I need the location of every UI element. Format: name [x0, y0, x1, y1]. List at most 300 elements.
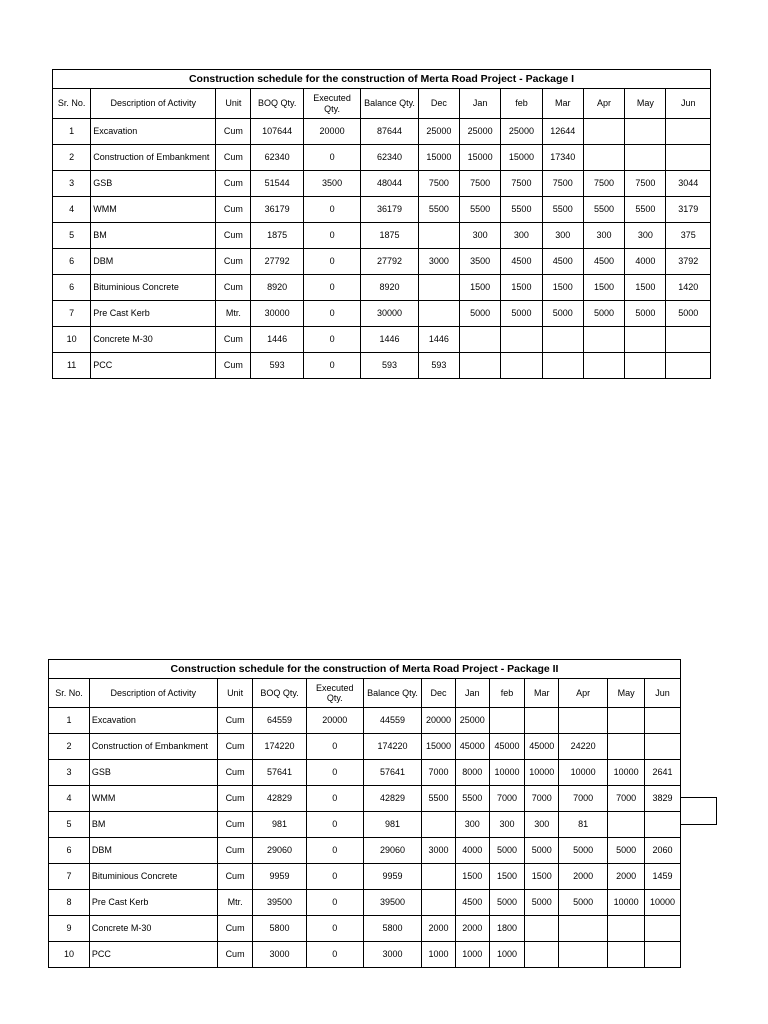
- table-cell: 57641: [253, 760, 306, 786]
- table-cell: 6: [53, 249, 91, 275]
- table-cell: Cum: [216, 145, 251, 171]
- col-header: Dec: [418, 89, 459, 119]
- table-row: [53, 145, 711, 171]
- table-cell: 4: [49, 786, 90, 812]
- activity-cell: Pre Cast Kerb: [89, 890, 217, 916]
- table-cell: 5000: [666, 301, 711, 327]
- table-cell: 4500: [542, 249, 583, 275]
- table-cell: 1000: [422, 942, 456, 968]
- table-cell: 1500: [625, 275, 666, 301]
- table-cell: 1000: [455, 942, 489, 968]
- table-row: [53, 171, 711, 197]
- table-row: [53, 353, 711, 379]
- table-row: [53, 223, 711, 249]
- table-cell: 0: [306, 838, 363, 864]
- table-cell: Cum: [216, 197, 251, 223]
- col-header: Description of Activity: [91, 89, 216, 119]
- table-cell: 0: [303, 223, 360, 249]
- table-cell: 62340: [361, 145, 418, 171]
- table-cell: 2000: [559, 864, 608, 890]
- table-cell: 4000: [625, 249, 666, 275]
- table-cell: 87644: [361, 119, 418, 145]
- table-cell: [608, 812, 645, 838]
- table-cell: 5000: [559, 838, 608, 864]
- table-cell: 9959: [363, 864, 421, 890]
- table-cell: Cum: [217, 916, 253, 942]
- col-header: May: [625, 89, 666, 119]
- table-cell: [644, 734, 680, 760]
- table-cell: 62340: [251, 145, 303, 171]
- table-cell: 375: [666, 223, 711, 249]
- table-cell: 30000: [251, 301, 303, 327]
- table-cell: 3000: [422, 838, 456, 864]
- table-cell: 5000: [542, 301, 583, 327]
- table-cell: 45000: [455, 734, 489, 760]
- table-cell: 48044: [361, 171, 418, 197]
- table-cell: 1500: [455, 864, 489, 890]
- activity-cell: Excavation: [91, 119, 216, 145]
- table-cell: Cum: [216, 119, 251, 145]
- table-cell: 0: [306, 890, 363, 916]
- table-cell: 15000: [422, 734, 456, 760]
- activity-cell: WMM: [91, 197, 216, 223]
- activity-cell: WMM: [89, 786, 217, 812]
- table-cell: 5: [49, 812, 90, 838]
- table-cell: 12644: [542, 119, 583, 145]
- table-cell: 20000: [303, 119, 360, 145]
- table-cell: 0: [303, 301, 360, 327]
- table-cell: 1500: [501, 275, 542, 301]
- table-cell: 1875: [361, 223, 418, 249]
- table-cell: Cum: [217, 760, 253, 786]
- table-cell: [666, 119, 711, 145]
- col-header: Apr: [583, 89, 624, 119]
- table-cell: 10000: [608, 760, 645, 786]
- table-cell: [644, 916, 680, 942]
- table-row: [49, 890, 681, 916]
- table-cell: 8000: [455, 760, 489, 786]
- table-cell: 1500: [460, 275, 501, 301]
- activity-cell: DBM: [91, 249, 216, 275]
- table-cell: 300: [489, 812, 525, 838]
- table-cell: [625, 119, 666, 145]
- table-cell: 64559: [253, 708, 306, 734]
- table-cell: 5500: [460, 197, 501, 223]
- table-cell: 3829: [644, 786, 680, 812]
- table-cell: Mtr.: [216, 301, 251, 327]
- table-cell: 1500: [489, 864, 525, 890]
- table-cell: [583, 145, 624, 171]
- table-row: [49, 838, 681, 864]
- table-cell: [583, 119, 624, 145]
- table-cell: 5800: [253, 916, 306, 942]
- table-cell: 10: [53, 327, 91, 353]
- table-cell: [559, 708, 608, 734]
- table-cell: 7500: [460, 171, 501, 197]
- table-cell: 1800: [489, 916, 525, 942]
- table-cell: [542, 327, 583, 353]
- table-cell: 15000: [501, 145, 542, 171]
- col-header: Unit: [217, 679, 253, 708]
- col-header: Executed Qty.: [306, 679, 363, 708]
- col-header: Mar: [525, 679, 559, 708]
- table-cell: 15000: [460, 145, 501, 171]
- col-header: Jun: [666, 89, 711, 119]
- table-cell: 25000: [455, 708, 489, 734]
- table-cell: [460, 327, 501, 353]
- activity-cell: GSB: [91, 171, 216, 197]
- table-cell: 36179: [361, 197, 418, 223]
- table-cell: 5000: [525, 890, 559, 916]
- table-cell: 1500: [583, 275, 624, 301]
- table-cell: 2000: [455, 916, 489, 942]
- table-cell: 27792: [251, 249, 303, 275]
- table-cell: 5000: [501, 301, 542, 327]
- table-cell: Cum: [216, 171, 251, 197]
- table-cell: Cum: [217, 864, 253, 890]
- table-cell: 5000: [489, 890, 525, 916]
- cell-border-fragment: [681, 797, 717, 825]
- table-row: [53, 327, 711, 353]
- table-cell: 300: [455, 812, 489, 838]
- table-cell: 8920: [251, 275, 303, 301]
- table-row: [53, 249, 711, 275]
- table-cell: 39500: [253, 890, 306, 916]
- table-cell: 5000: [608, 838, 645, 864]
- table-cell: [625, 353, 666, 379]
- table-cell: [608, 708, 645, 734]
- table-cell: 7000: [608, 786, 645, 812]
- table-cell: 5500: [501, 197, 542, 223]
- table-cell: 2000: [422, 916, 456, 942]
- table-cell: [422, 812, 456, 838]
- table-cell: 17340: [542, 145, 583, 171]
- table-cell: [644, 708, 680, 734]
- table-cell: 5: [53, 223, 91, 249]
- table-cell: 5800: [363, 916, 421, 942]
- table-cell: 10000: [559, 760, 608, 786]
- col-header: Jan: [455, 679, 489, 708]
- table-cell: 1: [49, 708, 90, 734]
- table-cell: 300: [525, 812, 559, 838]
- table-cell: 25000: [460, 119, 501, 145]
- table-cell: [608, 734, 645, 760]
- table-cell: 593: [361, 353, 418, 379]
- table-cell: [418, 301, 459, 327]
- table-cell: 300: [625, 223, 666, 249]
- table-cell: 1875: [251, 223, 303, 249]
- col-header: May: [608, 679, 645, 708]
- table-cell: [489, 708, 525, 734]
- table-cell: [542, 353, 583, 379]
- table-cell: 7500: [501, 171, 542, 197]
- table-row: [49, 760, 681, 786]
- table-cell: 7500: [418, 171, 459, 197]
- table-cell: 10000: [489, 760, 525, 786]
- header-row: [49, 679, 681, 708]
- table-cell: 7: [53, 301, 91, 327]
- table-cell: 7000: [559, 786, 608, 812]
- table-cell: 0: [303, 327, 360, 353]
- activity-cell: BM: [91, 223, 216, 249]
- table-cell: 0: [303, 197, 360, 223]
- table-cell: 5000: [489, 838, 525, 864]
- col-header: Description of Activity: [89, 679, 217, 708]
- table-cell: 6: [49, 838, 90, 864]
- table-cell: 1500: [542, 275, 583, 301]
- col-header: feb: [489, 679, 525, 708]
- table-cell: 42829: [363, 786, 421, 812]
- table-row: [53, 301, 711, 327]
- table-cell: 5500: [418, 197, 459, 223]
- col-header: feb: [501, 89, 542, 119]
- table-cell: 4500: [455, 890, 489, 916]
- header-row: [53, 89, 711, 119]
- table-cell: 51544: [251, 171, 303, 197]
- activity-cell: Concrete M-30: [91, 327, 216, 353]
- col-header: BOQ Qty.: [251, 89, 303, 119]
- activity-cell: Bituminious Concrete: [89, 864, 217, 890]
- table-cell: Mtr.: [217, 890, 253, 916]
- table-cell: 2000: [608, 864, 645, 890]
- table-cell: [666, 145, 711, 171]
- table-cell: 42829: [253, 786, 306, 812]
- schedule-table-package-2: [48, 659, 681, 968]
- table-cell: [666, 353, 711, 379]
- table-cell: 593: [418, 353, 459, 379]
- table-title: Construction schedule for the construction of Merta Road Project - Package I: [53, 70, 711, 89]
- table-cell: 25000: [418, 119, 459, 145]
- table-cell: 5000: [525, 838, 559, 864]
- table-cell: 0: [303, 275, 360, 301]
- table-cell: [525, 916, 559, 942]
- col-header: Balance Qty.: [361, 89, 418, 119]
- col-header: Sr. No.: [49, 679, 90, 708]
- table-cell: 30000: [361, 301, 418, 327]
- table-cell: 10000: [644, 890, 680, 916]
- table-cell: 107644: [251, 119, 303, 145]
- table-cell: 1000: [489, 942, 525, 968]
- activity-cell: DBM: [89, 838, 217, 864]
- table-cell: 0: [306, 812, 363, 838]
- activity-cell: PCC: [91, 353, 216, 379]
- table-cell: 29060: [363, 838, 421, 864]
- table-cell: 81: [559, 812, 608, 838]
- table-cell: 44559: [363, 708, 421, 734]
- table-body: [53, 119, 711, 379]
- table-cell: [644, 812, 680, 838]
- table-cell: 2060: [644, 838, 680, 864]
- table-row: [49, 786, 681, 812]
- schedule-table-package-1: [52, 69, 711, 379]
- table-cell: 0: [306, 864, 363, 890]
- table-cell: 3500: [460, 249, 501, 275]
- table-cell: 0: [306, 760, 363, 786]
- table-cell: 300: [542, 223, 583, 249]
- table-cell: 174220: [253, 734, 306, 760]
- table-cell: 0: [303, 249, 360, 275]
- table-cell: 1459: [644, 864, 680, 890]
- activity-cell: Excavation: [89, 708, 217, 734]
- table-row: [53, 275, 711, 301]
- activity-cell: Concrete M-30: [89, 916, 217, 942]
- table-cell: 5500: [625, 197, 666, 223]
- table-cell: [625, 145, 666, 171]
- table-cell: Cum: [217, 942, 253, 968]
- col-header: Sr. No.: [53, 89, 91, 119]
- table-cell: 1: [53, 119, 91, 145]
- table-cell: 7500: [542, 171, 583, 197]
- table-cell: 24220: [559, 734, 608, 760]
- table-cell: 36179: [251, 197, 303, 223]
- activity-cell: Bituminious Concrete: [91, 275, 216, 301]
- table-cell: 3500: [303, 171, 360, 197]
- table-cell: 6: [53, 275, 91, 301]
- table-cell: [625, 327, 666, 353]
- table-cell: 300: [460, 223, 501, 249]
- table-cell: [422, 864, 456, 890]
- table-cell: 7000: [422, 760, 456, 786]
- table-cell: 1420: [666, 275, 711, 301]
- table-cell: [501, 353, 542, 379]
- table-cell: 10000: [608, 890, 645, 916]
- table-cell: Cum: [217, 786, 253, 812]
- table-cell: 5000: [460, 301, 501, 327]
- table-cell: 300: [501, 223, 542, 249]
- col-header: BOQ Qty.: [253, 679, 306, 708]
- table-cell: 0: [306, 786, 363, 812]
- col-header: Jun: [644, 679, 680, 708]
- col-header: Balance Qty.: [363, 679, 421, 708]
- table-cell: 5500: [422, 786, 456, 812]
- table-cell: Cum: [216, 249, 251, 275]
- table-cell: 57641: [363, 760, 421, 786]
- table-cell: 0: [306, 734, 363, 760]
- col-header: Dec: [422, 679, 456, 708]
- table-cell: [525, 708, 559, 734]
- table-cell: 0: [306, 942, 363, 968]
- table-cell: 3179: [666, 197, 711, 223]
- table-cell: 3000: [418, 249, 459, 275]
- table-cell: 1500: [525, 864, 559, 890]
- table-cell: 4500: [583, 249, 624, 275]
- table-cell: 0: [306, 916, 363, 942]
- table-cell: [583, 327, 624, 353]
- table-cell: 8920: [361, 275, 418, 301]
- table-title: Construction schedule for the construction of Merta Road Project - Package II: [49, 660, 681, 679]
- table-cell: Cum: [216, 223, 251, 249]
- table-cell: 20000: [422, 708, 456, 734]
- table-cell: [559, 942, 608, 968]
- table-cell: 4000: [455, 838, 489, 864]
- col-header: Apr: [559, 679, 608, 708]
- table-cell: 3000: [363, 942, 421, 968]
- table-row: [49, 812, 681, 838]
- activity-cell: BM: [89, 812, 217, 838]
- table-cell: 10: [49, 942, 90, 968]
- activity-cell: Construction of Embankment: [91, 145, 216, 171]
- table-row: [49, 708, 681, 734]
- table-cell: 25000: [501, 119, 542, 145]
- table-cell: Cum: [216, 353, 251, 379]
- table-cell: 3792: [666, 249, 711, 275]
- table-cell: [418, 275, 459, 301]
- table-cell: 3: [49, 760, 90, 786]
- table-body: [49, 708, 681, 968]
- activity-cell: GSB: [89, 760, 217, 786]
- activity-cell: PCC: [89, 942, 217, 968]
- table-cell: 2: [49, 734, 90, 760]
- table-cell: [608, 916, 645, 942]
- table-cell: 7500: [583, 171, 624, 197]
- table-cell: [644, 942, 680, 968]
- table-cell: 45000: [489, 734, 525, 760]
- table-cell: 4500: [501, 249, 542, 275]
- table-cell: Cum: [216, 327, 251, 353]
- table-cell: 8: [49, 890, 90, 916]
- table-cell: 0: [303, 353, 360, 379]
- table-cell: 3: [53, 171, 91, 197]
- table-cell: 981: [253, 812, 306, 838]
- col-header: Jan: [460, 89, 501, 119]
- table-row: [53, 197, 711, 223]
- table-cell: 5000: [583, 301, 624, 327]
- table-cell: 39500: [363, 890, 421, 916]
- table-cell: [559, 916, 608, 942]
- table-cell: 5500: [583, 197, 624, 223]
- table-cell: 300: [583, 223, 624, 249]
- table-cell: 15000: [418, 145, 459, 171]
- table-cell: 9: [49, 916, 90, 942]
- table-cell: [583, 353, 624, 379]
- table-cell: [460, 353, 501, 379]
- activity-cell: Pre Cast Kerb: [91, 301, 216, 327]
- table-cell: 7000: [489, 786, 525, 812]
- table-cell: [666, 327, 711, 353]
- table-cell: 5000: [559, 890, 608, 916]
- table-cell: 3000: [253, 942, 306, 968]
- table-cell: [608, 942, 645, 968]
- table-cell: Cum: [217, 838, 253, 864]
- table-cell: 7: [49, 864, 90, 890]
- table-cell: Cum: [217, 734, 253, 760]
- table-cell: 981: [363, 812, 421, 838]
- table-cell: 27792: [361, 249, 418, 275]
- table-cell: Cum: [217, 708, 253, 734]
- table-cell: 9959: [253, 864, 306, 890]
- table-row: [53, 119, 711, 145]
- table-row: [49, 916, 681, 942]
- table-cell: 1446: [361, 327, 418, 353]
- col-header: Unit: [216, 89, 251, 119]
- table-cell: 593: [251, 353, 303, 379]
- table-row: [49, 942, 681, 968]
- table-cell: [422, 890, 456, 916]
- col-header: Executed Qty.: [303, 89, 360, 119]
- table-cell: 0: [303, 145, 360, 171]
- table-cell: 2: [53, 145, 91, 171]
- table-cell: 5500: [542, 197, 583, 223]
- table-cell: Cum: [216, 275, 251, 301]
- table-cell: 1446: [418, 327, 459, 353]
- table-cell: 1446: [251, 327, 303, 353]
- table-cell: 7500: [625, 171, 666, 197]
- col-header: Mar: [542, 89, 583, 119]
- table-cell: 174220: [363, 734, 421, 760]
- table-cell: 5000: [625, 301, 666, 327]
- table-cell: [501, 327, 542, 353]
- table-cell: 11: [53, 353, 91, 379]
